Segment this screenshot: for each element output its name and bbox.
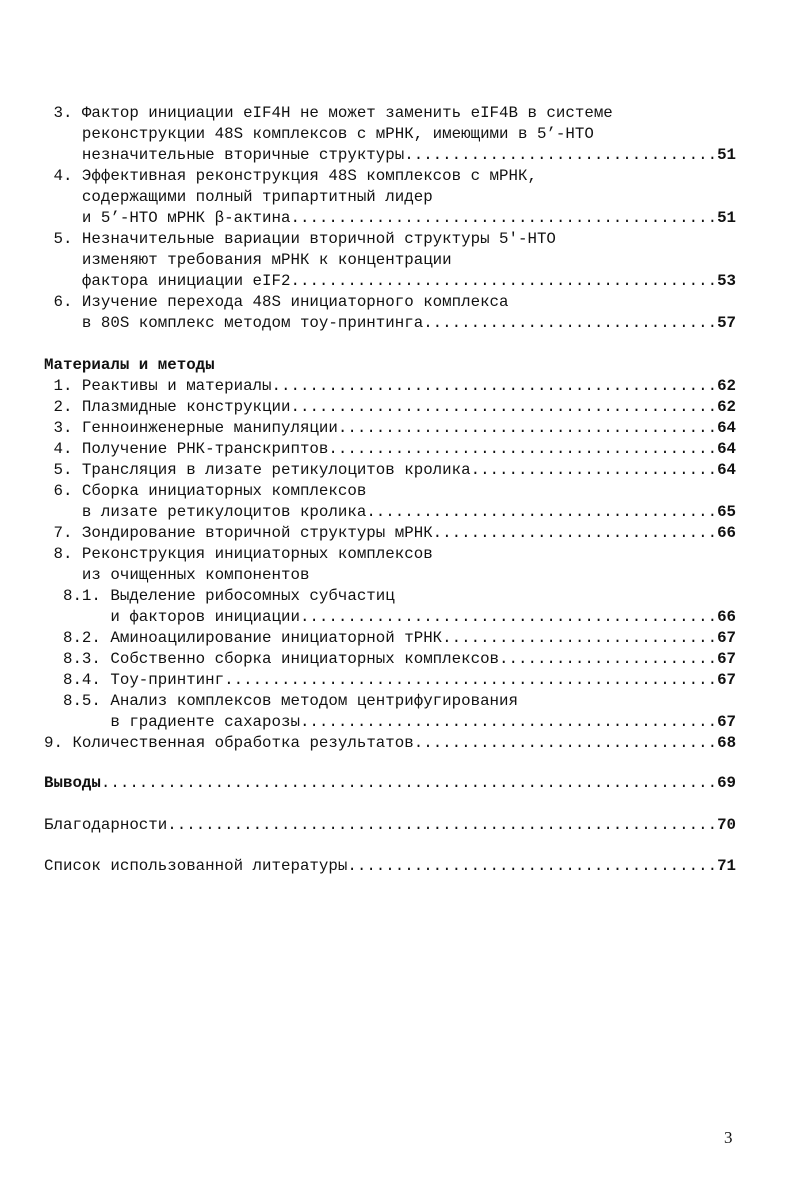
dot-leader: .................................................................: [100, 774, 718, 792]
toc-entry: [44, 250, 793, 271]
toc-entry: [44, 229, 793, 250]
entry-title: из очищенных компонентов: [81, 566, 310, 584]
entry-number: 4.: [44, 167, 82, 185]
entry-number: [44, 713, 110, 731]
entry-number: 6.: [44, 482, 82, 500]
toc-entry: [44, 691, 793, 712]
toc-entry: [44, 460, 793, 481]
entry-number: 5.: [44, 230, 82, 248]
entry-title: и факторов инициации: [110, 608, 300, 626]
entry-number: 8.1.: [44, 587, 111, 605]
dot-leader: ..........................................................: [167, 816, 718, 834]
entry-page: 66: [717, 608, 737, 626]
toc-entry-references: [44, 856, 793, 877]
toc-entry: [44, 439, 793, 460]
entry-title: незначительные вторичные структуры: [81, 146, 405, 164]
dot-leader: .............................: [442, 629, 718, 647]
entry-page: 62: [717, 377, 737, 395]
entry-title: в градиенте сахарозы: [110, 713, 300, 731]
entry-title: Список использованной литературы: [44, 857, 348, 875]
toc-entry: [44, 586, 793, 607]
toc-entry: [44, 271, 793, 292]
dot-leader: ................................: [413, 734, 718, 752]
entry-title: и 5’-НТО мРНК β-актина: [81, 209, 291, 227]
entry-title: Благодарности: [44, 816, 168, 834]
entry-page: 65: [717, 503, 737, 521]
entry-page: 69: [717, 774, 737, 792]
toc-entry-acknowledgements: [44, 815, 793, 836]
entry-number: 3.: [44, 419, 82, 437]
entry-title: реконструкции 48S комплексов с мРНК, имеющими в 5’-НТО: [81, 125, 594, 143]
entry-page: 70: [717, 816, 737, 834]
toc-entry: [44, 292, 793, 313]
entry-number: 9.: [44, 734, 73, 752]
entry-title: в лизате ретикулоцитов кролика: [81, 503, 367, 521]
entry-number: 8.3.: [44, 650, 111, 668]
entry-page: 64: [717, 461, 737, 479]
entry-title: Изучение перехода 48S инициаторного комплекса: [81, 293, 509, 311]
entry-page: 67: [717, 629, 737, 647]
entry-title: Фактор инициации eIF4H не может заменить eIF4B в системе: [81, 104, 613, 122]
entry-page: 68: [717, 734, 737, 752]
entry-page: 57: [717, 314, 737, 332]
entry-title: Незначительные вариации вторичной структуры 5'-НТО: [81, 230, 556, 248]
toc-entry: [44, 124, 793, 145]
entry-page: 51: [717, 209, 737, 227]
dot-leader: ....................................................: [224, 671, 718, 689]
entry-number: [44, 188, 82, 206]
dot-leader: ............................................: [299, 713, 718, 731]
entry-page: 53: [717, 272, 737, 290]
entry-title: Трансляция в лизате ретикулоцитов кролика: [81, 461, 471, 479]
entry-title: фактора инициации eIF2: [81, 272, 291, 290]
toc-entry: [44, 208, 793, 229]
entry-page: 64: [717, 440, 737, 458]
toc-entry: [44, 502, 793, 523]
entry-page: 62: [717, 398, 737, 416]
entry-number: [44, 566, 82, 584]
dot-leader: ...............................................: [271, 377, 718, 395]
dot-leader: .............................................: [290, 272, 718, 290]
toc-entry: [44, 313, 793, 334]
toc-entry: [44, 418, 793, 439]
dot-leader: .......................................: [347, 857, 718, 875]
toc-entry: [44, 145, 793, 166]
toc-entry: [44, 607, 793, 628]
entry-number: [44, 314, 82, 332]
entry-page: 67: [717, 671, 737, 689]
entry-title: Тоу-принтинг: [110, 671, 225, 689]
entry-number: 7.: [44, 524, 82, 542]
dot-leader: .................................: [404, 146, 718, 164]
entry-title: Генноинженерные манипуляции: [81, 419, 338, 437]
dot-leader: .............................................: [290, 209, 718, 227]
entry-title: Зондирование вторичной структуры мРНК: [81, 524, 433, 542]
dot-leader: ...............................: [423, 314, 718, 332]
entry-title: Выделение рибосомных субчастиц: [110, 587, 395, 605]
entry-number: 8.5.: [44, 692, 111, 710]
dot-leader: ..............................: [432, 524, 718, 542]
entry-number: 5.: [44, 461, 82, 479]
entry-number: [44, 146, 82, 164]
dot-leader: ............................................: [299, 608, 718, 626]
entry-title: Аминоацилирование инициаторной тРНК: [110, 629, 443, 647]
entry-number: 4.: [44, 440, 82, 458]
toc-entry: [44, 544, 793, 565]
entry-number: 3.: [44, 104, 82, 122]
entry-number: 8.: [44, 545, 82, 563]
entry-title: Эффективная реконструкция 48S комплексов с мРНК,: [81, 167, 537, 185]
entry-number: 2.: [44, 398, 82, 416]
toc-entry: [44, 670, 793, 691]
toc-entry: [44, 565, 793, 586]
entry-number: [44, 503, 82, 521]
entry-title: изменяют требования мРНК к концентрации: [81, 251, 452, 269]
entry-number: 8.4.: [44, 671, 111, 689]
entry-title: Получение РНК-транскриптов: [81, 440, 329, 458]
section-heading: [44, 355, 793, 376]
entry-number: 8.2.: [44, 629, 111, 647]
toc-entry: [44, 712, 793, 733]
entry-title: Количественная обработка результатов: [72, 734, 414, 752]
toc-entry: [44, 103, 793, 124]
toc-entry: [44, 733, 793, 754]
section-heading-methods: Материалы и методы: [44, 356, 215, 374]
toc-entry: [44, 481, 793, 502]
entry-title: содержащими полный трипартитный лидер: [81, 188, 433, 206]
toc-entry-conclusions: [44, 773, 793, 794]
entry-number: [44, 209, 82, 227]
entry-title: Анализ комплексов методом центрифугирования: [110, 692, 518, 710]
toc-entry: [44, 166, 793, 187]
entry-number: 1.: [44, 377, 82, 395]
entry-title: в 80S комплекс методом тоу-принтинга: [81, 314, 424, 332]
entry-page: 67: [717, 713, 737, 731]
entry-page: 67: [717, 650, 737, 668]
entry-title: Выводы: [44, 774, 101, 792]
entry-number: [44, 608, 110, 626]
page-number: 3: [724, 1128, 733, 1147]
entry-page: 51: [717, 146, 737, 164]
entry-title: Сборка инициаторных комплексов: [81, 482, 367, 500]
toc-entry: [44, 649, 793, 670]
dot-leader: .............................................: [290, 398, 718, 416]
toc-entry: [44, 187, 793, 208]
toc-entry: [44, 397, 793, 418]
dot-leader: .....................................: [366, 503, 718, 521]
toc-entry: [44, 376, 793, 397]
entry-title: Реактивы и материалы: [81, 377, 272, 395]
entry-title: Реконструкция инициаторных комплексов: [81, 545, 433, 563]
toc-entry: [44, 523, 793, 544]
entry-title: Собственно сборка инициаторных комплексов: [110, 650, 500, 668]
dot-leader: .......................: [499, 650, 718, 668]
entry-number: [44, 251, 82, 269]
entry-title: Плазмидные конструкции: [81, 398, 291, 416]
entry-page: 64: [717, 419, 737, 437]
toc-entry: [44, 628, 793, 649]
entry-page: 71: [717, 857, 737, 875]
entry-number: [44, 125, 82, 143]
entry-number: 6.: [44, 293, 82, 311]
entry-page: 66: [717, 524, 737, 542]
dot-leader: .........................................: [328, 440, 718, 458]
entry-number: [44, 272, 82, 290]
dot-leader: ........................................: [337, 419, 718, 437]
dot-leader: ..........................: [470, 461, 718, 479]
